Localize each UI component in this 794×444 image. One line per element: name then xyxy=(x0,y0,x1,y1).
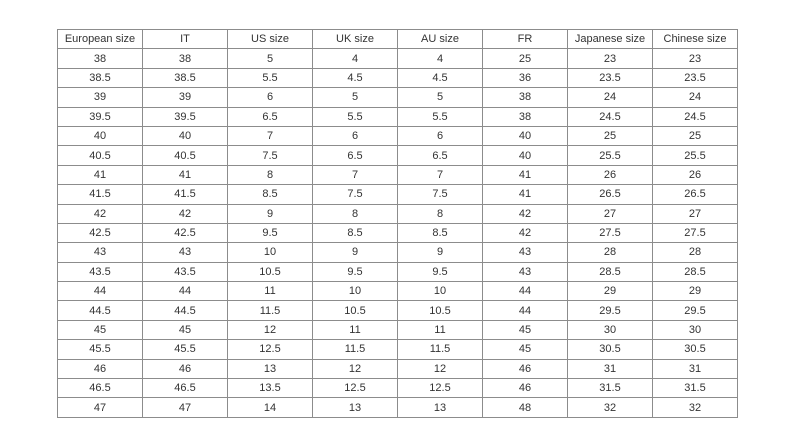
table-cell: 13 xyxy=(398,398,483,417)
table-cell: 41 xyxy=(483,165,568,184)
table-cell: 43 xyxy=(58,243,143,262)
table-row xyxy=(58,320,738,339)
table-cell: 46 xyxy=(58,359,143,378)
table-cell: 9 xyxy=(313,243,398,262)
table-cell: 29.5 xyxy=(653,301,738,320)
column-header: Chinese size xyxy=(653,30,738,49)
table-cell: 13.5 xyxy=(228,379,313,398)
table-cell: 23 xyxy=(653,49,738,68)
table-row xyxy=(58,88,738,107)
table-cell: 6 xyxy=(228,88,313,107)
table-cell: 40 xyxy=(483,146,568,165)
table-cell: 8 xyxy=(313,204,398,223)
table-cell: 12.5 xyxy=(398,379,483,398)
table-cell: 11 xyxy=(313,320,398,339)
table-cell: 10 xyxy=(398,282,483,301)
table-cell: 9 xyxy=(398,243,483,262)
table-cell: 45 xyxy=(58,320,143,339)
table-cell: 27.5 xyxy=(568,223,653,242)
table-row xyxy=(58,282,738,301)
table-row xyxy=(58,262,738,281)
table-cell: 43 xyxy=(483,243,568,262)
table-cell: 25.5 xyxy=(653,146,738,165)
table-cell: 7.5 xyxy=(398,185,483,204)
table-cell: 27 xyxy=(653,204,738,223)
table-cell: 48 xyxy=(483,398,568,417)
table-row xyxy=(58,165,738,184)
table-cell: 46 xyxy=(143,359,228,378)
table-cell: 8 xyxy=(398,204,483,223)
table-cell: 41 xyxy=(58,165,143,184)
table-cell: 43 xyxy=(483,262,568,281)
table-cell: 42 xyxy=(483,204,568,223)
table-cell: 25.5 xyxy=(568,146,653,165)
size-conversion-table xyxy=(57,29,738,418)
table-cell: 4.5 xyxy=(313,68,398,87)
table-cell: 38 xyxy=(483,88,568,107)
table-cell: 42.5 xyxy=(58,223,143,242)
table-cell: 30 xyxy=(568,320,653,339)
table-cell: 10.5 xyxy=(228,262,313,281)
table-cell: 13 xyxy=(313,398,398,417)
table-cell: 6.5 xyxy=(228,107,313,126)
table-header xyxy=(58,30,738,49)
table-cell: 44 xyxy=(58,282,143,301)
table-cell: 27.5 xyxy=(653,223,738,242)
table-cell: 23.5 xyxy=(568,68,653,87)
table-cell: 23 xyxy=(568,49,653,68)
table-cell: 5.5 xyxy=(398,107,483,126)
table-cell: 28 xyxy=(653,243,738,262)
table-cell: 45.5 xyxy=(143,340,228,359)
table-cell: 11.5 xyxy=(313,340,398,359)
table-cell: 40.5 xyxy=(143,146,228,165)
table-cell: 7.5 xyxy=(313,185,398,204)
table-cell: 8.5 xyxy=(313,223,398,242)
table-row xyxy=(58,301,738,320)
table-cell: 29 xyxy=(653,282,738,301)
table-cell: 36 xyxy=(483,68,568,87)
table-row xyxy=(58,126,738,145)
table-cell: 12.5 xyxy=(228,340,313,359)
table-row xyxy=(58,398,738,417)
table-cell: 26.5 xyxy=(653,185,738,204)
column-header: European size xyxy=(58,30,143,49)
table-cell: 44 xyxy=(483,282,568,301)
table-cell: 38 xyxy=(58,49,143,68)
table-cell: 30.5 xyxy=(568,340,653,359)
table-cell: 32 xyxy=(568,398,653,417)
table-cell: 26 xyxy=(653,165,738,184)
table-cell: 7 xyxy=(398,165,483,184)
column-header: FR xyxy=(483,30,568,49)
table-cell: 38 xyxy=(483,107,568,126)
table-row xyxy=(58,243,738,262)
table-cell: 8 xyxy=(228,165,313,184)
table-cell: 31 xyxy=(653,359,738,378)
table-cell: 12 xyxy=(228,320,313,339)
table-cell: 47 xyxy=(143,398,228,417)
table-cell: 14 xyxy=(228,398,313,417)
table-cell: 10 xyxy=(313,282,398,301)
table-cell: 24.5 xyxy=(653,107,738,126)
column-header: UK size xyxy=(313,30,398,49)
table-cell: 28.5 xyxy=(568,262,653,281)
table-cell: 40 xyxy=(143,126,228,145)
table-cell: 45.5 xyxy=(58,340,143,359)
table-cell: 24 xyxy=(653,88,738,107)
table-cell: 12.5 xyxy=(313,379,398,398)
table-cell: 44.5 xyxy=(143,301,228,320)
table-cell: 10.5 xyxy=(313,301,398,320)
table-cell: 31.5 xyxy=(653,379,738,398)
table-cell: 43 xyxy=(143,243,228,262)
table-cell: 6.5 xyxy=(313,146,398,165)
table-cell: 44 xyxy=(143,282,228,301)
table-cell: 5 xyxy=(228,49,313,68)
table-row xyxy=(58,340,738,359)
table-cell: 9.5 xyxy=(228,223,313,242)
table-cell: 42 xyxy=(58,204,143,223)
table-cell: 23.5 xyxy=(653,68,738,87)
table-cell: 26.5 xyxy=(568,185,653,204)
table-cell: 26 xyxy=(568,165,653,184)
table-cell: 7 xyxy=(313,165,398,184)
table-cell: 45 xyxy=(483,340,568,359)
table-cell: 39 xyxy=(58,88,143,107)
table-cell: 38.5 xyxy=(58,68,143,87)
column-header: IT xyxy=(143,30,228,49)
table-cell: 28.5 xyxy=(653,262,738,281)
column-header: US size xyxy=(228,30,313,49)
column-header: Japanese size xyxy=(568,30,653,49)
table-cell: 30.5 xyxy=(653,340,738,359)
table-cell: 11 xyxy=(228,282,313,301)
table-cell: 45 xyxy=(143,320,228,339)
table-cell: 39 xyxy=(143,88,228,107)
table-cell: 7 xyxy=(228,126,313,145)
table-row xyxy=(58,204,738,223)
table-cell: 45 xyxy=(483,320,568,339)
table-cell: 25 xyxy=(568,126,653,145)
table-cell: 10.5 xyxy=(398,301,483,320)
table-cell: 24.5 xyxy=(568,107,653,126)
table-cell: 25 xyxy=(483,49,568,68)
table-cell: 5.5 xyxy=(313,107,398,126)
table-cell: 29 xyxy=(568,282,653,301)
table-cell: 6.5 xyxy=(398,146,483,165)
table-cell: 42 xyxy=(483,223,568,242)
table-cell: 5 xyxy=(398,88,483,107)
table-cell: 40.5 xyxy=(58,146,143,165)
table-cell: 47 xyxy=(58,398,143,417)
table-cell: 10 xyxy=(228,243,313,262)
table-cell: 38.5 xyxy=(143,68,228,87)
table-cell: 41.5 xyxy=(58,185,143,204)
table-cell: 46.5 xyxy=(143,379,228,398)
table-cell: 6 xyxy=(313,126,398,145)
table-cell: 11.5 xyxy=(228,301,313,320)
table-cell: 27 xyxy=(568,204,653,223)
table-cell: 9 xyxy=(228,204,313,223)
table-cell: 9.5 xyxy=(313,262,398,281)
table-cell: 32 xyxy=(653,398,738,417)
table-cell: 39.5 xyxy=(58,107,143,126)
table-row xyxy=(58,68,738,87)
table-cell: 13 xyxy=(228,359,313,378)
table-cell: 25 xyxy=(653,126,738,145)
table-cell: 11.5 xyxy=(398,340,483,359)
size-conversion-table-container xyxy=(57,29,738,418)
table-cell: 41 xyxy=(483,185,568,204)
table-cell: 7.5 xyxy=(228,146,313,165)
table-cell: 44.5 xyxy=(58,301,143,320)
table-row xyxy=(58,379,738,398)
table-cell: 11 xyxy=(398,320,483,339)
table-header-row xyxy=(58,30,738,49)
table-row xyxy=(58,49,738,68)
table-row xyxy=(58,107,738,126)
table-cell: 5.5 xyxy=(228,68,313,87)
table-cell: 41.5 xyxy=(143,185,228,204)
table-cell: 43.5 xyxy=(58,262,143,281)
table-cell: 46 xyxy=(483,359,568,378)
table-cell: 44 xyxy=(483,301,568,320)
table-cell: 30 xyxy=(653,320,738,339)
table-cell: 8.5 xyxy=(398,223,483,242)
table-cell: 38 xyxy=(143,49,228,68)
table-row xyxy=(58,223,738,242)
table-cell: 31 xyxy=(568,359,653,378)
table-cell: 24 xyxy=(568,88,653,107)
table-body xyxy=(58,49,738,417)
table-cell: 12 xyxy=(398,359,483,378)
table-cell: 41 xyxy=(143,165,228,184)
table-cell: 46.5 xyxy=(58,379,143,398)
table-cell: 29.5 xyxy=(568,301,653,320)
column-header: AU size xyxy=(398,30,483,49)
table-cell: 4 xyxy=(313,49,398,68)
table-cell: 6 xyxy=(398,126,483,145)
table-row xyxy=(58,185,738,204)
table-cell: 42.5 xyxy=(143,223,228,242)
table-cell: 40 xyxy=(483,126,568,145)
table-row xyxy=(58,359,738,378)
table-cell: 43.5 xyxy=(143,262,228,281)
table-cell: 39.5 xyxy=(143,107,228,126)
table-cell: 42 xyxy=(143,204,228,223)
table-cell: 28 xyxy=(568,243,653,262)
table-cell: 40 xyxy=(58,126,143,145)
table-cell: 4 xyxy=(398,49,483,68)
table-cell: 46 xyxy=(483,379,568,398)
table-cell: 5 xyxy=(313,88,398,107)
table-cell: 9.5 xyxy=(398,262,483,281)
table-cell: 12 xyxy=(313,359,398,378)
table-cell: 4.5 xyxy=(398,68,483,87)
table-cell: 31.5 xyxy=(568,379,653,398)
table-row xyxy=(58,146,738,165)
table-cell: 8.5 xyxy=(228,185,313,204)
